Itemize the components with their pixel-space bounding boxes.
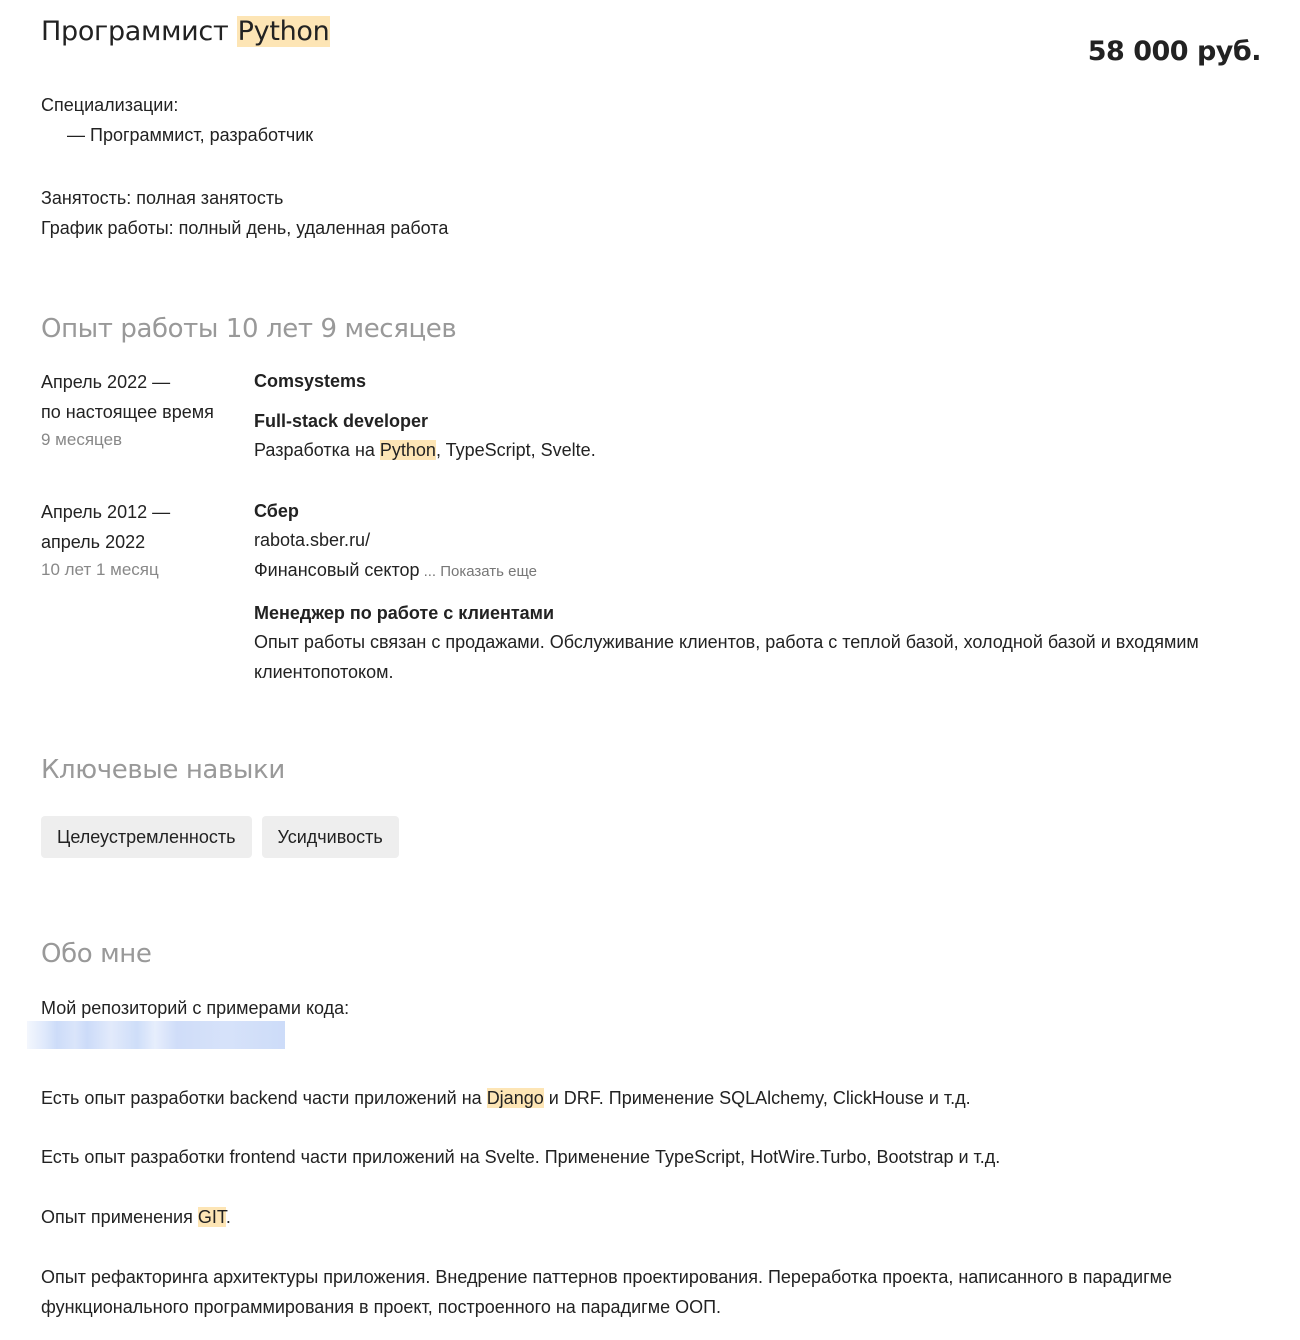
desc-text: Разработка на [254, 440, 380, 460]
company-industry [254, 555, 1254, 587]
repo-link-redacted[interactable] [27, 1021, 285, 1049]
about-paragraph [41, 1083, 971, 1113]
show-more-link[interactable]: ... Показать еще [423, 563, 538, 580]
repo-label: Мой репозиторий с примерами кода: [41, 998, 350, 1018]
about-text-after: и DRF. Применение SQLAlchemy, ClickHouse и т.д. [543, 1088, 971, 1108]
position-description: Опыт работы связан с продажами. Обслуживание клиентов, работа с теплой базой, холодной базой и входямим клиентопотоком. [254, 632, 1199, 682]
about-paragraph: Есть опыт разработки frontend части приложений на Svelte. Применение TypeScript, HotWire.Turbo, Bootstrap и т.д. [41, 1147, 1001, 1167]
experience-start: Апрель 2012 — [41, 502, 171, 522]
salary: 58 000 руб. [1087, 36, 1261, 67]
experience-start: Апрель 2022 — [41, 372, 171, 392]
resume-title [41, 12, 330, 52]
company-site: rabota.sber.ru/ [254, 530, 371, 550]
experience-dates [41, 367, 241, 453]
experience-end: апрель 2022 [41, 532, 146, 552]
about-highlight: Django [486, 1088, 544, 1108]
skill-chip: Целеустремленность [41, 816, 252, 858]
experience-dates [41, 497, 241, 583]
position-title: Full-stack developer [254, 411, 429, 431]
experience-details [254, 367, 1254, 465]
about-paragraph-line: Опыт рефакторинга архитектуры приложения. Внедрение паттернов проектирования. Переработка проекта, написанного в парадигме [41, 1267, 1173, 1287]
desc-highlight: Python [379, 440, 436, 460]
experience-duration: 9 месяцев [41, 430, 123, 449]
schedule-line: График работы: полный день, удаленная работа [41, 218, 449, 238]
skills-heading: Ключевые навыки [41, 755, 285, 785]
employment-line: Занятость: полная занятость [41, 188, 284, 208]
skills-list [41, 816, 399, 858]
experience-end: по настоящее время [41, 402, 214, 422]
position-title: Менеджер по работе с клиентами [254, 603, 555, 623]
experience-details [254, 497, 1254, 687]
title-highlight: Python [237, 16, 330, 47]
title-prefix: Программист [41, 16, 237, 47]
about-text-after: . [225, 1207, 231, 1227]
desc-text-after: , TypeScript, Svelte. [435, 440, 596, 460]
specializations-label: Специализации: [41, 95, 179, 115]
about-highlight: GIT [197, 1207, 226, 1227]
position-description [254, 435, 1254, 465]
about-paragraph-line: функционального программирования в проект, построенного на парадигме ООП. [41, 1297, 722, 1317]
about-heading: Обо мне [41, 939, 152, 969]
about-text: Опыт применения [41, 1207, 198, 1227]
skill-chip: Усидчивость [262, 816, 399, 858]
company-name: Comsystems [254, 371, 367, 391]
about-paragraph [41, 1202, 231, 1232]
company-name: Сбер [254, 501, 299, 521]
industry-label: Финансовый сектор [254, 560, 420, 580]
experience-heading: Опыт работы 10 лет 9 месяцев [41, 314, 457, 344]
specialization-item: — Программист, разработчик [67, 125, 314, 145]
about-text: Есть опыт разработки backend части приложений на [41, 1088, 487, 1108]
experience-duration: 10 лет 1 месяц [41, 560, 159, 579]
